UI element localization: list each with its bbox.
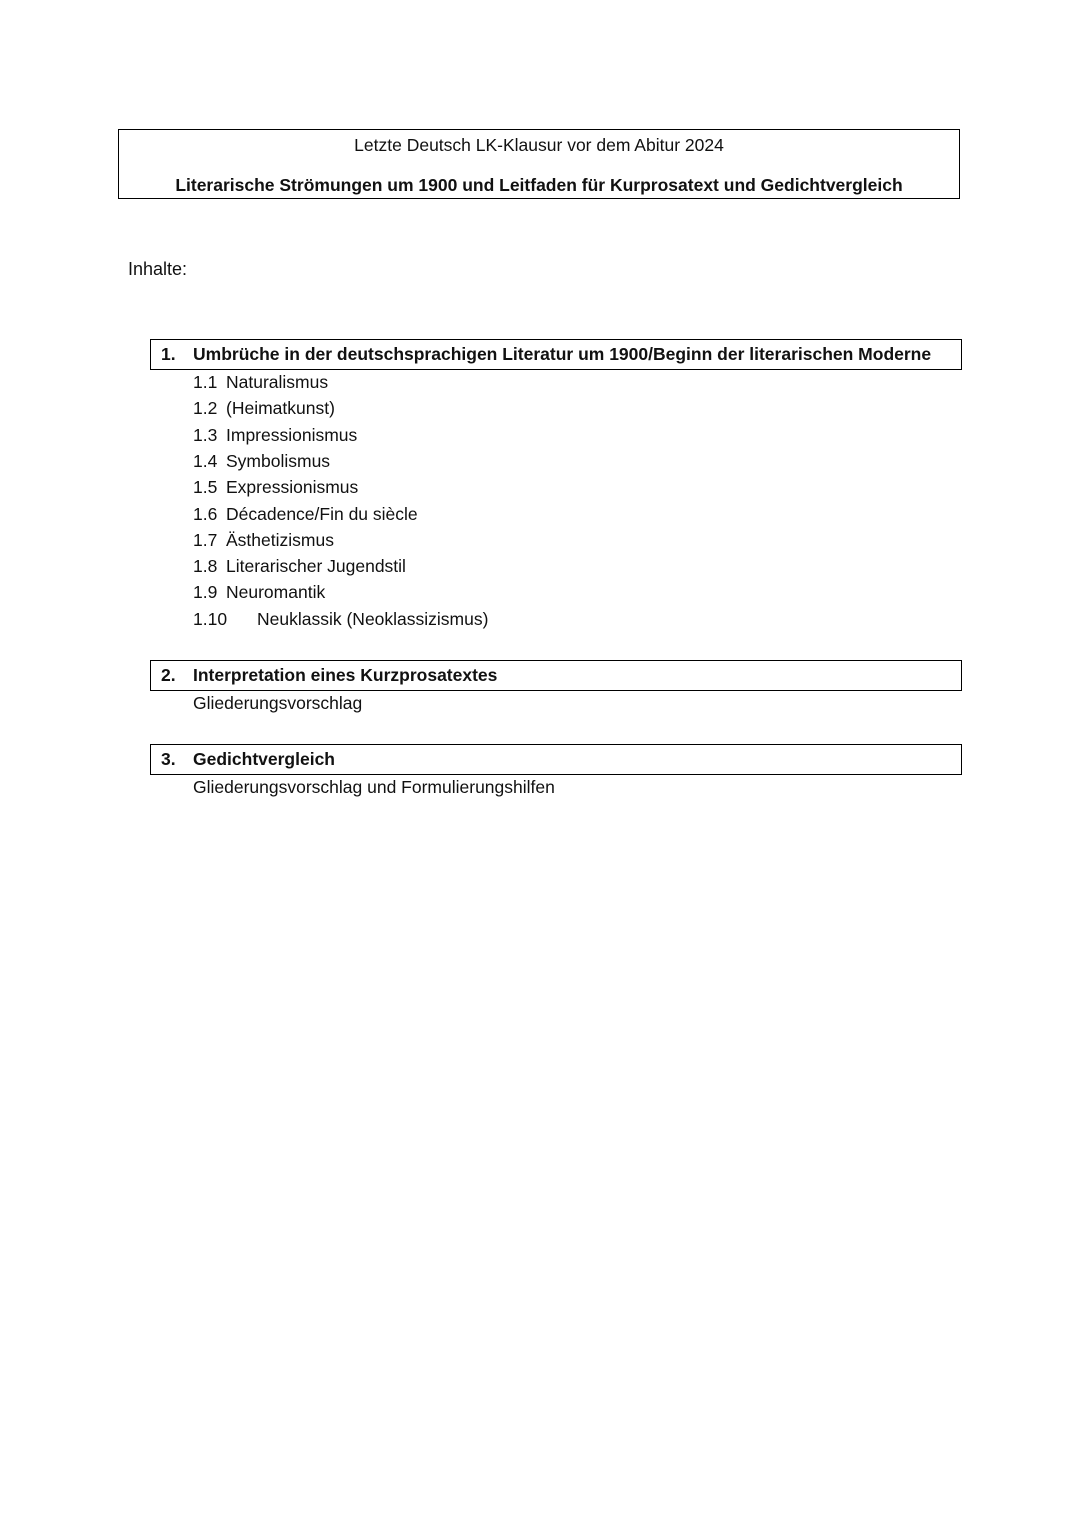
section-heading-3 bbox=[150, 744, 962, 775]
section-heading-1 bbox=[150, 339, 962, 370]
list-item bbox=[193, 397, 335, 419]
list-item bbox=[193, 581, 325, 603]
section-heading-2 bbox=[150, 660, 962, 691]
list-item bbox=[193, 503, 418, 525]
list-item-label: Impressionismus bbox=[226, 425, 358, 445]
list-item bbox=[193, 529, 334, 551]
list-item bbox=[193, 371, 328, 393]
list-item-label: Ästhetizismus bbox=[226, 530, 334, 550]
section-number: 2. bbox=[161, 665, 176, 685]
list-item-number: 1.10 bbox=[193, 609, 228, 629]
list-item-number: 1.3 bbox=[193, 425, 218, 445]
list-item-number: 1.5 bbox=[193, 477, 218, 497]
section-description: Gliederungsvorschlag und Formulierungshilfen bbox=[193, 777, 555, 797]
section-title: Gedichtvergleich bbox=[193, 749, 335, 769]
list-item-label: Symbolismus bbox=[226, 451, 331, 471]
list-item-label: Neuklassik (Neoklassizismus) bbox=[257, 609, 489, 629]
section-title: Interpretation eines Kurzprosatextes bbox=[193, 665, 498, 685]
list-item bbox=[193, 555, 406, 577]
list-item-number: 1.1 bbox=[193, 372, 218, 392]
list-item-label: Expressionismus bbox=[226, 477, 359, 497]
document-title-box bbox=[118, 129, 960, 199]
list-item bbox=[193, 424, 357, 446]
list-item-label: (Heimatkunst) bbox=[226, 398, 335, 418]
list-item-number: 1.6 bbox=[193, 504, 218, 524]
list-item bbox=[193, 450, 330, 472]
list-item-label: Naturalismus bbox=[226, 372, 329, 392]
section-title: Umbrüche in der deutschsprachigen Literatur um 1900/Beginn der literarischen Moderne bbox=[193, 344, 932, 364]
list-item-number: 1.8 bbox=[193, 556, 218, 576]
section-number: 3. bbox=[161, 749, 176, 769]
list-item-label: Literarischer Jugendstil bbox=[226, 556, 406, 576]
section-number: 1. bbox=[161, 344, 176, 364]
list-item-number: 1.9 bbox=[193, 582, 218, 602]
list-item-number: 1.2 bbox=[193, 398, 218, 418]
list-item-number: 1.4 bbox=[193, 451, 218, 471]
document-subtitle: Literarische Strömungen um 1900 und Leitfaden für Kurprosatext und Gedichtvergleich bbox=[175, 175, 903, 195]
list-item-number: 1.7 bbox=[193, 530, 218, 550]
section-description: Gliederungsvorschlag bbox=[193, 693, 363, 713]
list-item bbox=[193, 608, 488, 630]
document-title: Letzte Deutsch LK-Klausur vor dem Abitur 2024 bbox=[354, 135, 724, 155]
list-item bbox=[193, 476, 358, 498]
list-item-label: Neuromantik bbox=[226, 582, 326, 602]
list-item-label: Décadence/Fin du siècle bbox=[226, 504, 418, 524]
contents-label: Inhalte: bbox=[128, 259, 188, 279]
